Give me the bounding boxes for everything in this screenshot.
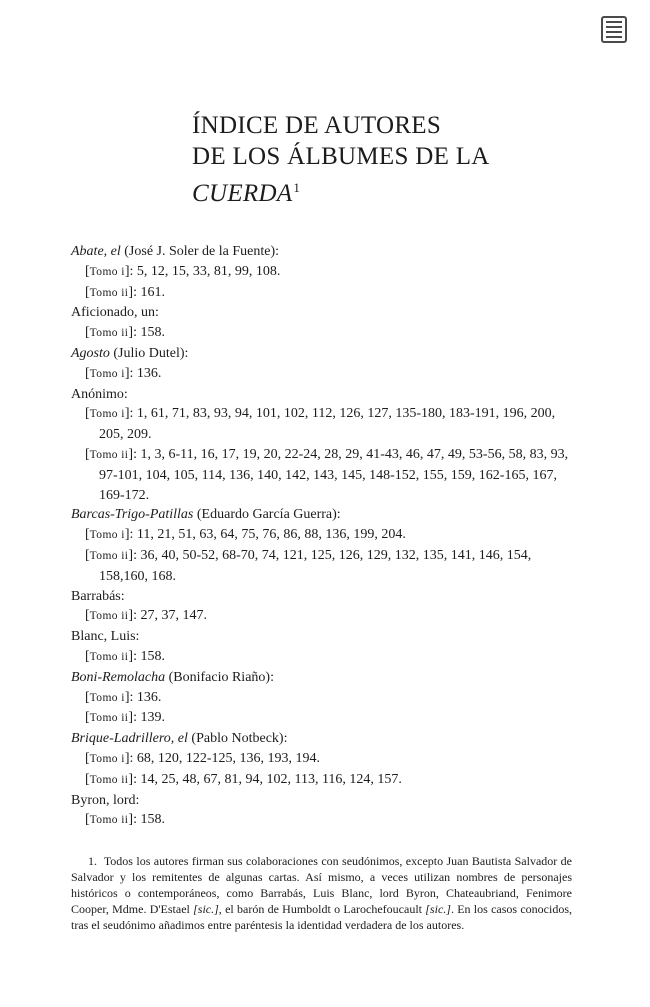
- entry-heading: [71, 791, 576, 811]
- page-numbers: 158.: [140, 812, 165, 828]
- author-index: [71, 242, 576, 831]
- volume-label: Tomo ii: [89, 650, 129, 663]
- page-numbers: 1, 3, 6-11, 16, 17, 19, 20, 22-24, 28, 29, 41-43, 46, 47, 49, 53-56, 58, 83, 93, 97-101, 104, 105, 114, 136, 140, 142, 143, 145, 148-152, 155, 159, 162-165, 167, 169-172.: [99, 446, 569, 503]
- entry-heading: [71, 505, 576, 525]
- entry-real-name: (José J. Soler de la Fuente):: [120, 244, 280, 259]
- volume-reference: [Tomo ii]: 27, 37, 147.: [85, 608, 207, 624]
- footnote-text-middle: , el barón de Humboldt o Larochefoucault: [218, 902, 426, 916]
- footnote: [71, 853, 572, 933]
- title-line-2: DE LOS ÁLBUMES DE LA: [192, 143, 490, 170]
- footnote-text-before: Todos los autores firman sus colaboraciones con seudónimos, excepto Juan Bautista Salvador de Salvador y los remitentes de algunas cartas. Así mismo, a veces utilizan nombres de personajes históricos o contemporáneos, como Barrabás, Luis Blanc, lord Byron, Chateaubriand, Fenimore Cooper, Mdme. D'Estael: [71, 854, 573, 916]
- page-numbers: 11, 21, 51, 63, 64, 75, 76, 86, 88, 136, 199, 204.: [136, 527, 406, 543]
- footnote-text-after: . En los casos conocidos, tras el seudónimo añadimos entre paréntesis la identidad verdadera de los autores.: [71, 902, 572, 932]
- page-numbers: 161.: [140, 284, 165, 300]
- list-icon-line: [606, 26, 622, 28]
- entry-heading: [71, 668, 576, 688]
- page-numbers: 36, 40, 50-52, 68-70, 74, 121, 125, 126, 129, 132, 135, 141, 146, 154, 158,160, 168.: [99, 547, 532, 584]
- volume-reference: [Tomo ii]: 158.: [85, 812, 165, 828]
- entry-real-name: (Pablo Notbeck):: [187, 731, 288, 747]
- volume-label: Tomo ii: [89, 712, 129, 725]
- page-numbers: 1, 61, 71, 83, 93, 94, 101, 102, 112, 126, 127, 135-180, 183-191, 196, 200, 205, 209.: [99, 406, 556, 443]
- volume-label: Tomo ii: [89, 286, 129, 299]
- entry-pseudonym: Aficionado, un:: [71, 305, 159, 321]
- page-numbers: 139.: [140, 710, 165, 726]
- index-entry: [71, 729, 576, 790]
- page-numbers: 68, 120, 122-125, 136, 193, 194.: [136, 750, 321, 766]
- table-of-contents-button[interactable]: [601, 16, 627, 43]
- volume-label: Tomo i: [89, 752, 125, 765]
- list-icon-line: [606, 36, 622, 38]
- page-numbers: 136.: [136, 689, 162, 705]
- index-entry: [71, 303, 576, 344]
- entry-pseudonym: Agosto: [71, 345, 110, 361]
- entry-pseudonym: Boni-Remolacha: [71, 669, 166, 685]
- entry-pseudonym: Brique-Ladrillero, el: [71, 731, 188, 747]
- entry-pseudonym: Blanc, Luis:: [71, 629, 140, 645]
- volume-label: Tomo ii: [89, 773, 129, 786]
- entry-heading: [71, 385, 576, 405]
- list-icon-line: [606, 31, 622, 33]
- volume-label: Tomo i: [89, 367, 125, 380]
- volume-reference: [Tomo i]: 136.: [85, 365, 162, 381]
- index-entry: [71, 505, 576, 586]
- entry-pseudonym: Anónimo:: [71, 386, 128, 402]
- entry-pseudonym: Abate, el: [71, 244, 121, 259]
- entry-pseudonym: Byron, lord:: [71, 792, 140, 808]
- title-line-1: ÍNDICE DE AUTORES: [192, 112, 442, 139]
- volume-reference: [Tomo ii]: 158.: [85, 648, 165, 664]
- entry-pseudonym: Barcas-Trigo-Patillas: [71, 507, 194, 523]
- volume-reference: [Tomo ii]: 139.: [85, 710, 165, 726]
- volume-label: Tomo ii: [89, 327, 129, 340]
- index-entry: [71, 242, 576, 303]
- title-line-3: [192, 172, 490, 209]
- footnote-sic-1: [sic.]: [193, 902, 219, 916]
- volume-reference: [Tomo ii]: 161.: [85, 284, 165, 300]
- footnote-reference[interactable]: 1: [293, 180, 301, 195]
- index-entry: [71, 627, 576, 668]
- index-entry: [71, 344, 576, 385]
- page-title: [192, 110, 490, 209]
- footnote-number: 1.: [88, 854, 97, 868]
- volume-label: Tomo ii: [89, 549, 129, 562]
- volume-label: Tomo ii: [89, 610, 129, 623]
- footnote-sic-2: [sic.]: [425, 902, 451, 916]
- volume-reference: [Tomo i]: 136.: [85, 689, 162, 705]
- index-entry: [71, 385, 576, 506]
- entry-heading: [71, 627, 576, 647]
- page-numbers: 5, 12, 15, 33, 81, 99, 108.: [136, 263, 281, 279]
- entry-heading: [71, 587, 576, 607]
- volume-reference: [Tomo i]: 1, 61, 71, 83, 93, 94, 101, 102, 112, 126, 127, 135-180, 183-191, 196, 200, 205, 209.: [85, 406, 556, 443]
- entry-real-name: (Bonifacio Riaño):: [165, 669, 274, 685]
- entry-pseudonym: Barrabás:: [71, 588, 125, 604]
- volume-reference: [Tomo ii]: 36, 40, 50-52, 68-70, 74, 121, 125, 126, 129, 132, 135, 141, 146, 154, 158,160, 168.: [85, 547, 532, 584]
- volume-label: Tomo i: [89, 408, 125, 421]
- volume-reference: [Tomo ii]: 14, 25, 48, 67, 81, 94, 102, 113, 116, 124, 157.: [85, 771, 402, 787]
- volume-reference: [Tomo i]: 5, 12, 15, 33, 81, 99, 108.: [85, 263, 281, 279]
- page-numbers: 27, 37, 147.: [140, 608, 207, 624]
- index-entry: [71, 791, 576, 832]
- entry-real-name: (Eduardo García Guerra):: [193, 507, 341, 523]
- entry-heading: [71, 303, 576, 323]
- list-icon-line: [606, 21, 622, 23]
- entry-heading: [71, 242, 576, 262]
- entry-real-name: (Julio Dutel):: [109, 345, 189, 361]
- volume-label: Tomo i: [89, 529, 125, 542]
- volume-reference: [Tomo ii]: 158.: [85, 325, 165, 341]
- page-numbers: 136.: [136, 365, 162, 381]
- entry-heading: [71, 729, 576, 749]
- page-numbers: 14, 25, 48, 67, 81, 94, 102, 113, 116, 124, 157.: [140, 771, 402, 787]
- volume-label: Tomo ii: [89, 814, 129, 827]
- volume-reference: [Tomo ii]: 1, 3, 6-11, 16, 17, 19, 20, 22-24, 28, 29, 41-43, 46, 47, 49, 53-56, 58, 83, 93, 97-101, 104, 105, 114, 136, 140, 142, 143, 145, 148-152, 155, 159, 162-165, 167, 169-172.: [85, 446, 569, 503]
- volume-label: Tomo ii: [89, 448, 129, 461]
- volume-reference: [Tomo i]: 68, 120, 122-125, 136, 193, 194.: [85, 750, 321, 766]
- volume-label: Tomo i: [89, 265, 125, 278]
- volume-label: Tomo i: [89, 691, 125, 704]
- title-italic-word: CUERDA: [192, 180, 293, 207]
- page-numbers: 158.: [140, 325, 165, 341]
- entry-heading: [71, 344, 576, 364]
- page-numbers: 158.: [140, 648, 165, 664]
- index-entry: [71, 668, 576, 729]
- volume-reference: [Tomo i]: 11, 21, 51, 63, 64, 75, 76, 86, 88, 136, 199, 204.: [85, 527, 406, 543]
- index-entry: [71, 587, 576, 628]
